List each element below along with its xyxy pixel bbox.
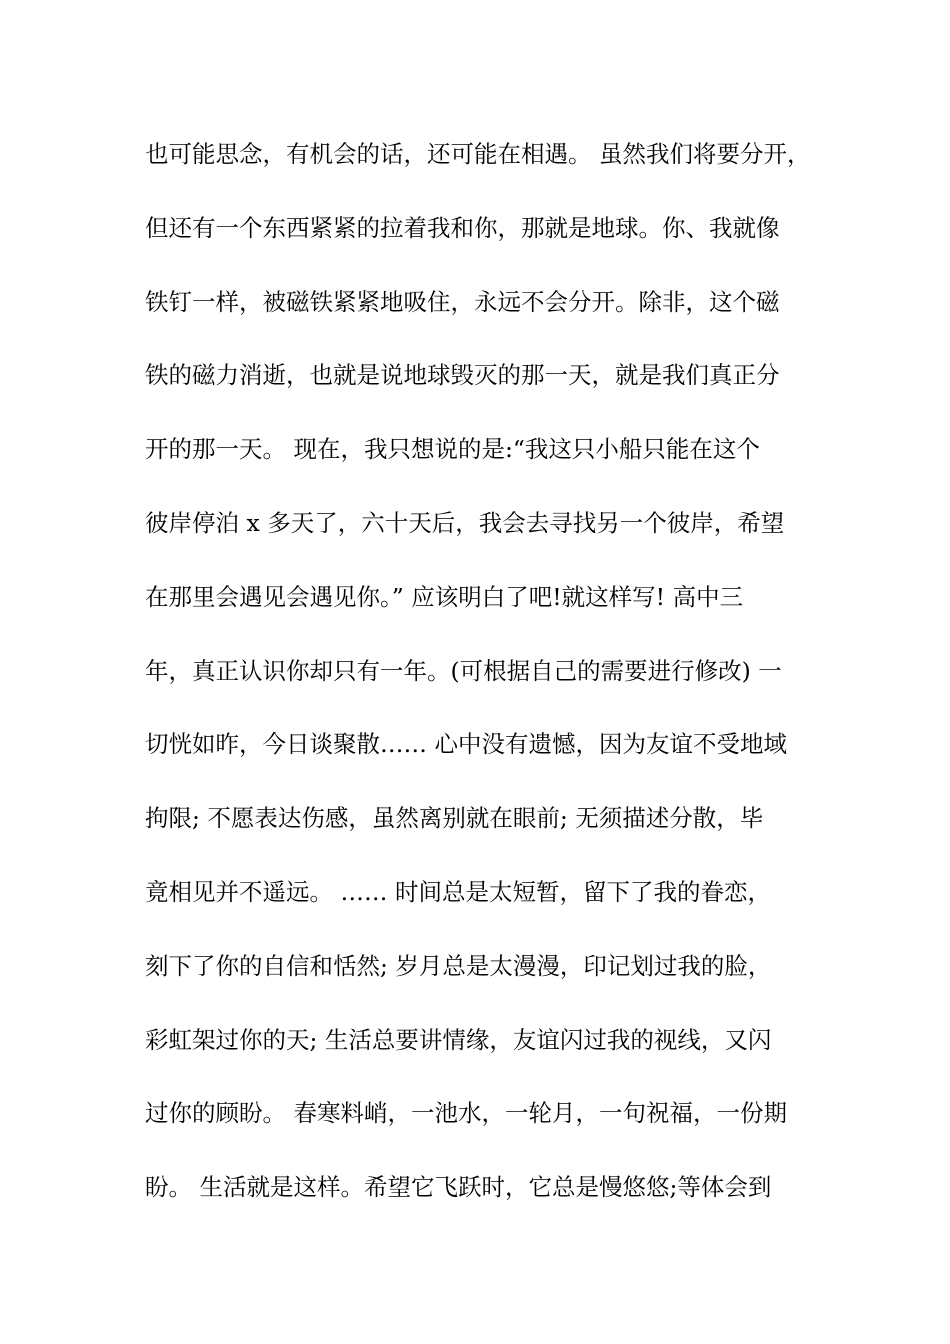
text-line: 盼。 生活就是这样。希望它飞跃时，它总是慢悠悠;等体会到 bbox=[145, 1173, 772, 1202]
text-line: 年，真正认识你却只有一年。(可根据自己的需要进行修改) 一 bbox=[145, 656, 782, 685]
text-line: 彼岸停泊 x 多天了，六十天后，我会去寻找另一个彼岸，希望 bbox=[145, 508, 785, 537]
text-line: 也可能思念，有机会的话，还可能在相遇。 虽然我们将要分开， bbox=[145, 140, 811, 168]
body-text bbox=[145, 130, 825, 1237]
text-line: 但还有一个东西紧紧的拉着我和你，那就是地球。你、我就像 bbox=[145, 213, 780, 242]
text-line: 在那里会遇见会遇见你。” 应该明白了吧!就这样写! 高中三 bbox=[145, 582, 744, 611]
text-line: 铁的磁力消逝，也就是说地球毁灭的那一天，就是我们真正分 bbox=[145, 361, 780, 390]
text-line: 竟相见并不遥远。 …… 时间总是太短暂，留下了我的眷恋， bbox=[145, 877, 771, 906]
text-line: 彩虹架过你的天; 生活总要讲情缘，友谊闪过我的视线，又闪 bbox=[145, 1025, 772, 1054]
text-line: 开的那一天。 现在，我只想说的是:“我这只小船只能在这个 bbox=[145, 435, 760, 464]
text-line: 过你的顾盼。 春寒料峭，一池水，一轮月，一句祝福，一份期 bbox=[145, 1099, 787, 1128]
text-line: 铁钉一样，被磁铁紧紧地吸住，永远不会分开。除非，这个磁 bbox=[145, 287, 780, 316]
text-line: 刻下了你的自信和恬然; 岁月总是太漫漫，印记划过我的脸， bbox=[145, 951, 772, 980]
text-line: 切恍如昨，今日谈聚散…… 心中没有遗憾，因为友谊不受地域 bbox=[145, 730, 787, 759]
text-line: 拘限; 不愿表达伤感，虽然离别就在眼前; 无须描述分散，毕 bbox=[145, 804, 764, 833]
